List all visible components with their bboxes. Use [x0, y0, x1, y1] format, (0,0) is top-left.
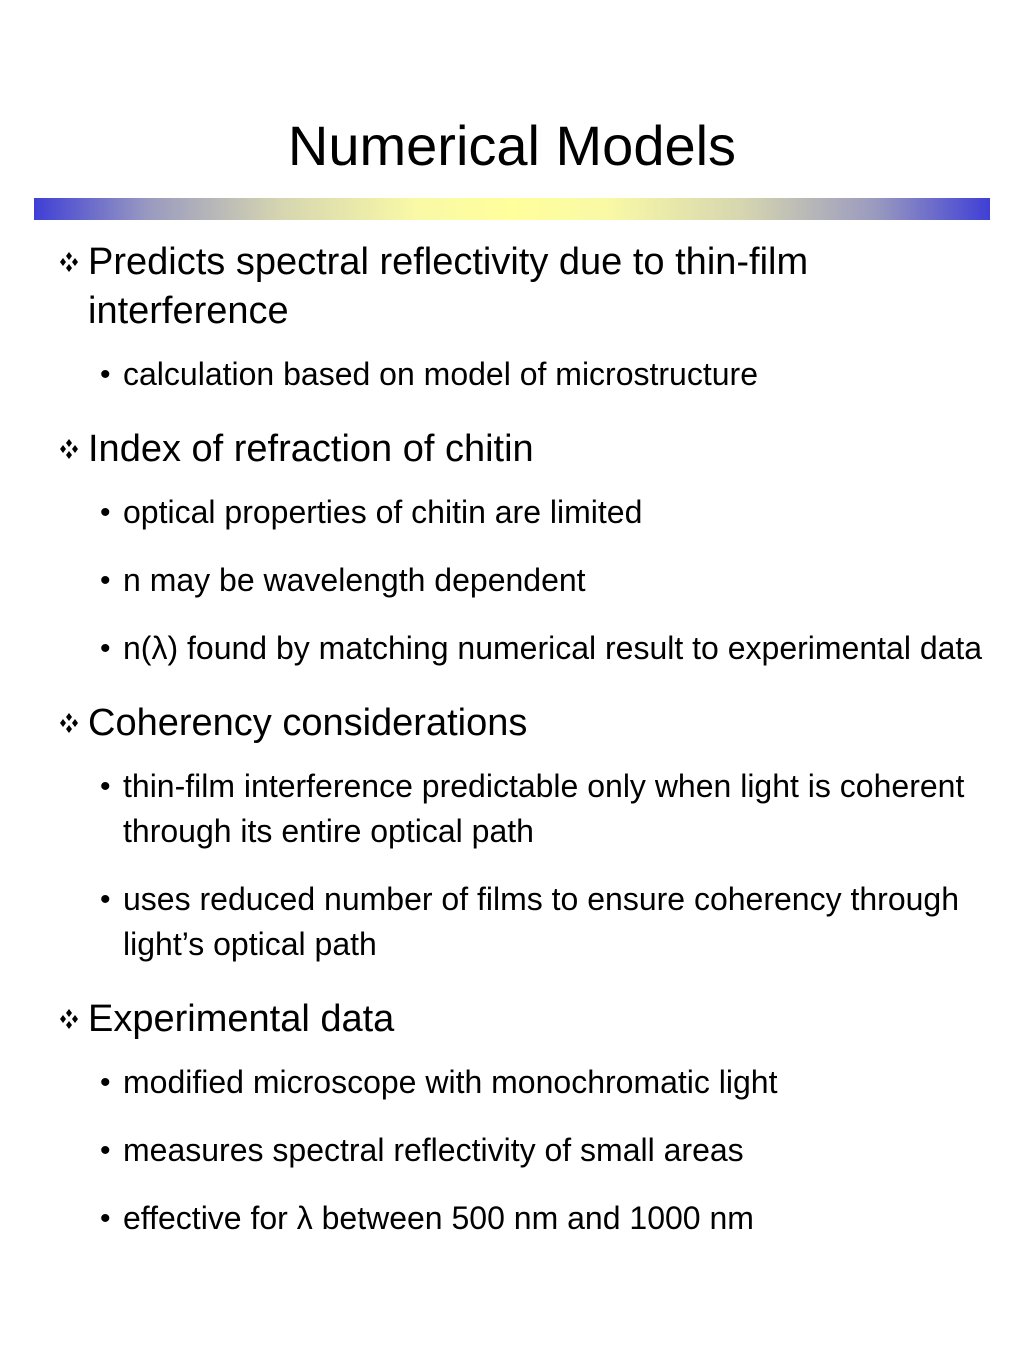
title-divider-bar	[34, 198, 990, 220]
level2-bullet-item	[0, 1196, 1024, 1241]
level2-bullet-item	[0, 558, 1024, 603]
section-numerical-models	[0, 238, 1024, 397]
level1-bullet-text: Coherency considerations	[88, 702, 528, 744]
diamond-quad-icon	[56, 240, 82, 285]
slide-body	[0, 238, 1024, 1264]
section-experimental-data	[0, 995, 1024, 1241]
section-index-of-refraction	[0, 425, 1024, 671]
dot-bullet: •	[100, 632, 111, 665]
level1-bullet-text: Index of refraction of chitin	[88, 428, 534, 470]
diamond-quad-icon	[56, 997, 82, 1042]
level1-bullet-item	[0, 995, 1024, 1044]
section-coherency	[0, 699, 1024, 967]
diamond-quad-icon	[56, 701, 82, 746]
level2-bullet-text: optical properties of chitin are limited	[123, 494, 643, 530]
dot-bullet: •	[100, 496, 111, 529]
level1-bullet-text: Predicts spectral reflectivity due to thin-film interference	[88, 241, 809, 332]
level2-bullet-text: measures spectral reflectivity of small areas	[123, 1132, 744, 1168]
level2-bullet-item	[0, 626, 1024, 671]
dot-bullet: •	[100, 1066, 111, 1099]
dot-bullet: •	[100, 564, 111, 597]
level1-bullet-text: Experimental data	[88, 998, 395, 1040]
level2-bullet-text: uses reduced number of films to ensure coherency through light’s optical path	[123, 881, 960, 962]
level2-bullet-item	[0, 764, 1024, 854]
dot-bullet: •	[100, 1202, 111, 1235]
level2-bullet-text: thin-film interference predictable only when light is coherent through its entire optical path	[123, 768, 965, 849]
level2-bullet-text: calculation based on model of microstructure	[123, 356, 758, 392]
slide-title: Numerical Models	[287, 114, 737, 177]
dot-bullet: •	[100, 883, 111, 916]
dot-bullet: •	[100, 358, 111, 391]
dot-bullet: •	[100, 770, 111, 803]
level2-bullet-item	[0, 490, 1024, 535]
level2-bullet-item	[0, 1128, 1024, 1173]
diamond-quad-icon	[56, 427, 82, 472]
level2-bullet-text: effective for λ between 500 nm and 1000 nm	[123, 1200, 754, 1236]
level1-bullet-item	[0, 425, 1024, 474]
level1-bullet-item	[0, 238, 1024, 336]
level2-bullet-text: n may be wavelength dependent	[123, 562, 586, 598]
level2-bullet-text: modified microscope with monochromatic light	[123, 1064, 778, 1100]
level1-bullet-item	[0, 699, 1024, 748]
level2-bullet-text: n(λ) found by matching numerical result to experimental data	[123, 630, 983, 666]
level2-bullet-item	[0, 352, 1024, 397]
level2-bullet-item	[0, 1060, 1024, 1105]
dot-bullet: •	[100, 1134, 111, 1167]
level2-bullet-item	[0, 877, 1024, 967]
